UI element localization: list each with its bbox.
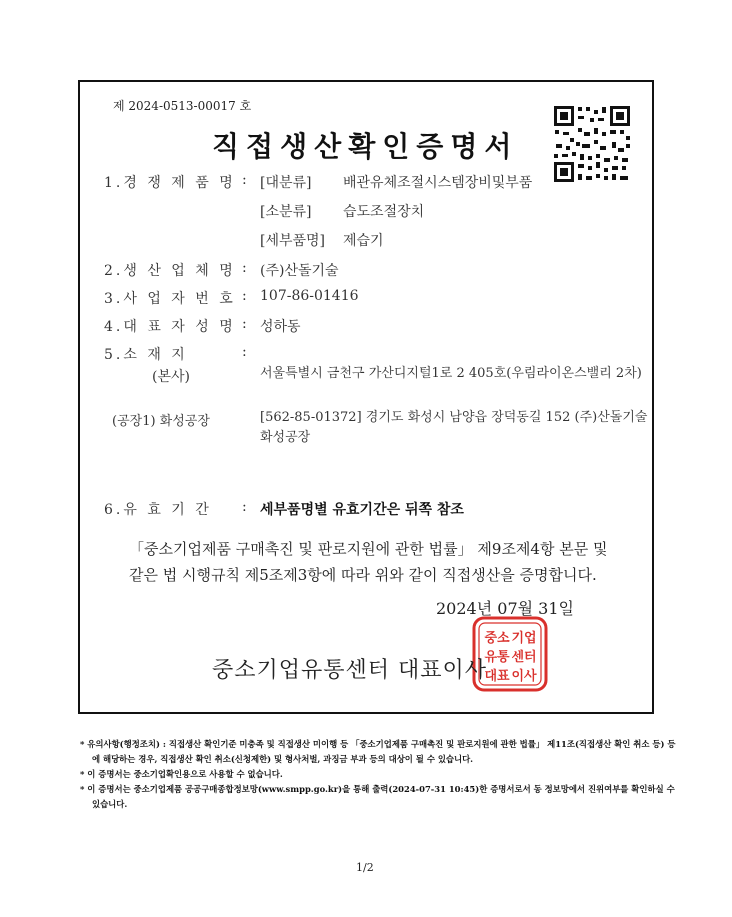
svg-text:이사: 이사 [511, 669, 537, 684]
svg-text:유통: 유통 [484, 650, 510, 665]
page-number: 1/2 [356, 861, 374, 874]
qr-code-icon[interactable] [552, 104, 632, 184]
ceo-value: 성하동 [260, 319, 301, 335]
major-category-tag: [대분류] [260, 175, 312, 191]
svg-text:기업: 기업 [511, 631, 537, 646]
colon: : [242, 316, 247, 332]
statement-line-1: 「중소기업제품 구매촉진 및 판로지원에 관한 법률」 제9조제4항 본문 및 [129, 540, 608, 558]
minor-category-value: 습도조절장치 [343, 204, 425, 220]
product-label: 1.경 쟁 제 품 명 [104, 175, 236, 191]
bizno-label: 3.사 업 자 번 호 [104, 291, 236, 307]
major-category-value: 배관유체조절시스템장비및부품 [343, 175, 533, 191]
company-value: (주)산돌기술 [260, 263, 339, 279]
colon: : [242, 288, 247, 304]
address-label: 5.소 재 지 [104, 347, 188, 363]
certificate-title: 직접생산확인증명서 [212, 130, 519, 163]
colon: : [242, 260, 247, 276]
hq-label: (본사) [152, 369, 190, 385]
bizno-value: 107-86-01416 [260, 288, 359, 304]
colon: : [242, 499, 247, 515]
svg-text:대표: 대표 [484, 669, 510, 684]
certificate-number: 제 2024-0513-00017 호 [113, 99, 252, 113]
hq-address: 서울특별시 금천구 가산디지털1로 2 405호(우림라이온스밸리 2차) [260, 366, 642, 381]
notes-section [80, 737, 680, 812]
note-item: * 이 증명서는 중소기업제품 공공구매종합정보망(www.smpp.go.kr)을 통해 출력(2024-07-31 10:45)한 증명서로서 동 정보망에서 진위여부를 확인하실 수 있습니다. [80, 784, 675, 809]
issue-date: 2024년 07월 31일 [436, 599, 574, 618]
svg-text:센터: 센터 [511, 650, 537, 665]
validity-label: 6.유 효 기 간 [104, 502, 212, 518]
note-item: * 이 증명서는 중소기업확인용으로 사용할 수 없습니다. [80, 769, 283, 779]
detail-category-value: 제습기 [343, 233, 384, 249]
ceo-label: 4.대 표 자 성 명 [104, 319, 236, 335]
detail-category-tag: [세부품명] [260, 233, 326, 249]
factory-label: (공장1) 화성공장 [112, 414, 210, 429]
colon: : [242, 344, 247, 360]
factory-address: [562-85-01372] 경기도 화성시 남양읍 장덕동길 152 (주)산돌기술 화성공장 [260, 410, 648, 445]
note-item: * 유의사항(행정조치) : 직접생산 확인기준 미충족 및 직접생산 미이행 등 「중소기업제품 구매촉진 및 판로지원에 관한 법률」 제11조(직접생산 확인 취소 등) 등에 해당하는 경우, 직접생산 확인 취소(신청제한) 및 형사처벌, 과징금 부과 등의 대상이 될 수 있습니다. [80, 739, 676, 764]
statement-line-2: 같은 법 시행규칙 제5조제3항에 따라 위와 같이 직접생산을 증명합니다. [129, 566, 597, 584]
svg-text:중소: 중소 [484, 631, 510, 646]
colon: : [242, 172, 247, 188]
validity-value: 세부품명별 유효기간은 뒤쪽 참조 [260, 502, 464, 518]
minor-category-tag: [소분류] [260, 204, 312, 220]
issuer-name: 중소기업유통센터 대표이사 [212, 658, 488, 683]
company-label: 2.생 산 업 체 명 [104, 263, 236, 279]
